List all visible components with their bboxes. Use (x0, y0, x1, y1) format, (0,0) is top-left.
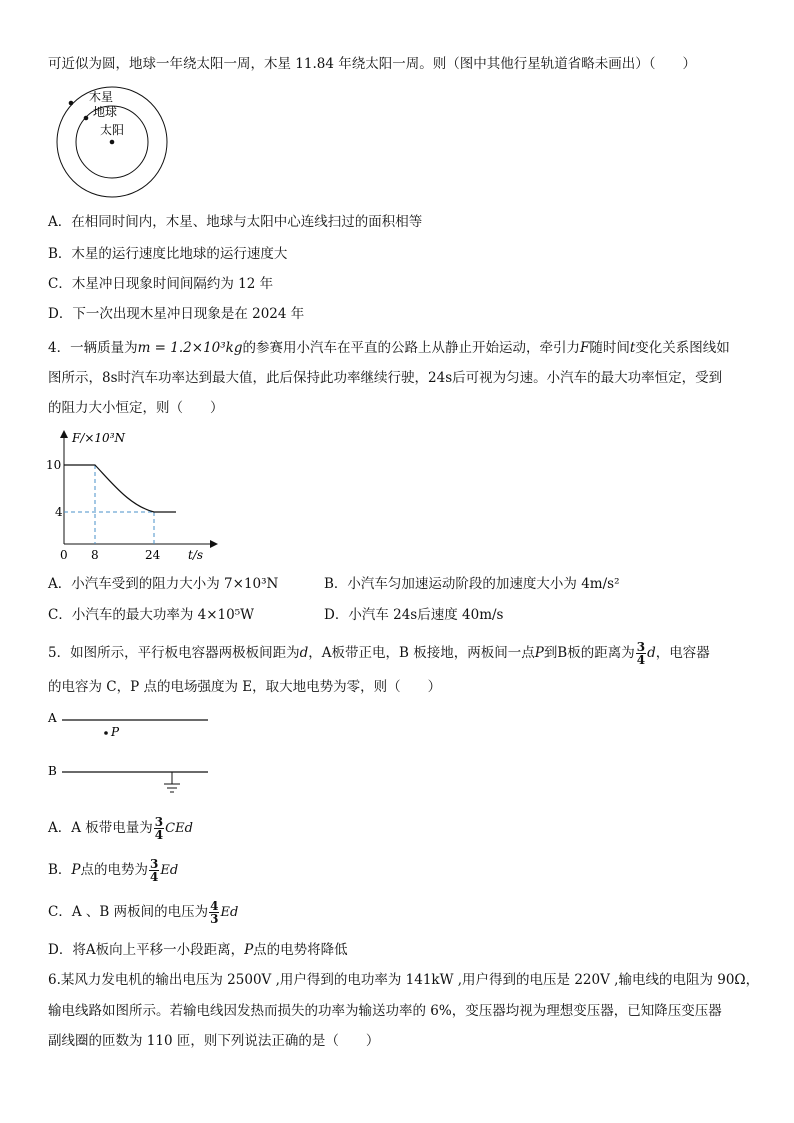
sun-label: 太阳 (100, 123, 125, 137)
force-curve (64, 465, 176, 512)
q6-stem-line3: 副线圈的匝数为 110 匝，则下列说法正确的是（ ） (48, 1033, 380, 1049)
y-tick-10: 10 (46, 458, 62, 472)
x-tick-24: 24 (145, 548, 161, 562)
q5-capacitor-figure (46, 708, 216, 800)
q3-option-a: A．在相同时间内，木星、地球与太阳中心连线扫过的面积相等 (48, 214, 423, 230)
q4-stem-line2: 图所示，8s时汽车功率达到最大值，此后保持此功率继续行驶，24s后可视为匀速。小汽车的最大功率恒定，受到 (48, 370, 723, 386)
q4-stem-line3: 的阻力大小恒定，则（ ） (48, 400, 224, 416)
q4-stem-line1: 4．一辆质量为m = 1.2×10³kg的参赛用小汽车在平直的公路上从静止开始运动，牵引力F随时间t变化关系图线如 (48, 340, 730, 356)
q3-option-b: B．木星的运行速度比地球的运行速度大 (48, 246, 288, 262)
q4-option-b: B．小汽车匀加速运动阶段的加速度大小为 4m/s² (324, 576, 620, 592)
origin-label: 0 (60, 548, 68, 562)
q4-option-d: D．小汽车 24s后速度 40m/s (324, 607, 504, 623)
x-axis-label: t/s (188, 548, 204, 562)
fraction-3-4: $\frac{3}{4}$ (636, 640, 646, 667)
q5-stem-line1: 5．如图所示，平行板电容器两极板间距为d，A板带正电，B 板接地，两板间一点P到B板的距离为 $\frac{3}{4}$ d，电容器 (48, 640, 710, 667)
x-tick-8: 8 (91, 548, 99, 562)
q4-option-a: A．小汽车受到的阻力大小为 7×10³N (48, 576, 279, 592)
q6-stem-line1: 6.某风力发电机的输出电压为 2500V ,用户得到的电功率为 141kW ,用户得到的电压是 220V ,输电线的电阻为 90Ω， (48, 972, 760, 988)
jupiter-label: 木星 (89, 90, 114, 104)
q5-option-d: D．将A板向上平移一小段距离，P点的电势将降低 (48, 942, 348, 958)
q5-option-b: B．P点的电势为 $\frac{3}{4}$ Ed (48, 857, 179, 884)
q6-stem-line2: 输电线路如图所示。若输电线因发热而损失的功率为输送功率的 6%，变压器均视为理想变压器，已知降压变压器 (48, 1003, 722, 1019)
earth-label: 地球 (93, 105, 118, 119)
y-tick-4: 4 (55, 505, 63, 519)
q5-option-c: C．A 、B 两板间的电压为 $\frac{4}{3}$ Ed (48, 899, 239, 926)
point-p-dot (104, 731, 108, 735)
q3-option-d: D．下一次出现木星冲日现象是在 2024 年 (48, 306, 305, 322)
q4-option-c: C．小汽车的最大功率为 4×10⁵W (48, 607, 254, 623)
q5-stem-line2: 的电容为 C，P 点的电场强度为 E，取大地电势为零，则（ ） (48, 679, 442, 695)
sun-dot (110, 140, 115, 145)
y-axis-label: F/×10³N (72, 431, 126, 445)
q3-stem-tail: 可近似为圆，地球一年绕太阳一周，木星 11.84 年绕太阳一周。则（图中其他行星轨道省略未画出）（ ） (48, 56, 696, 72)
q3-option-c: C．木星冲日现象时间间隔约为 12 年 (48, 276, 274, 292)
earth-dot (84, 116, 89, 121)
plate-a-label: A (48, 711, 57, 725)
jupiter-dot (69, 101, 74, 106)
q3-orbit-figure (50, 84, 180, 200)
q5-option-a: A．A 板带电量为 $\frac{3}{4}$ CEd (48, 815, 193, 842)
q4-force-time-graph (40, 428, 220, 564)
point-p-label: P (111, 725, 120, 739)
plate-b-label: B (48, 764, 57, 778)
